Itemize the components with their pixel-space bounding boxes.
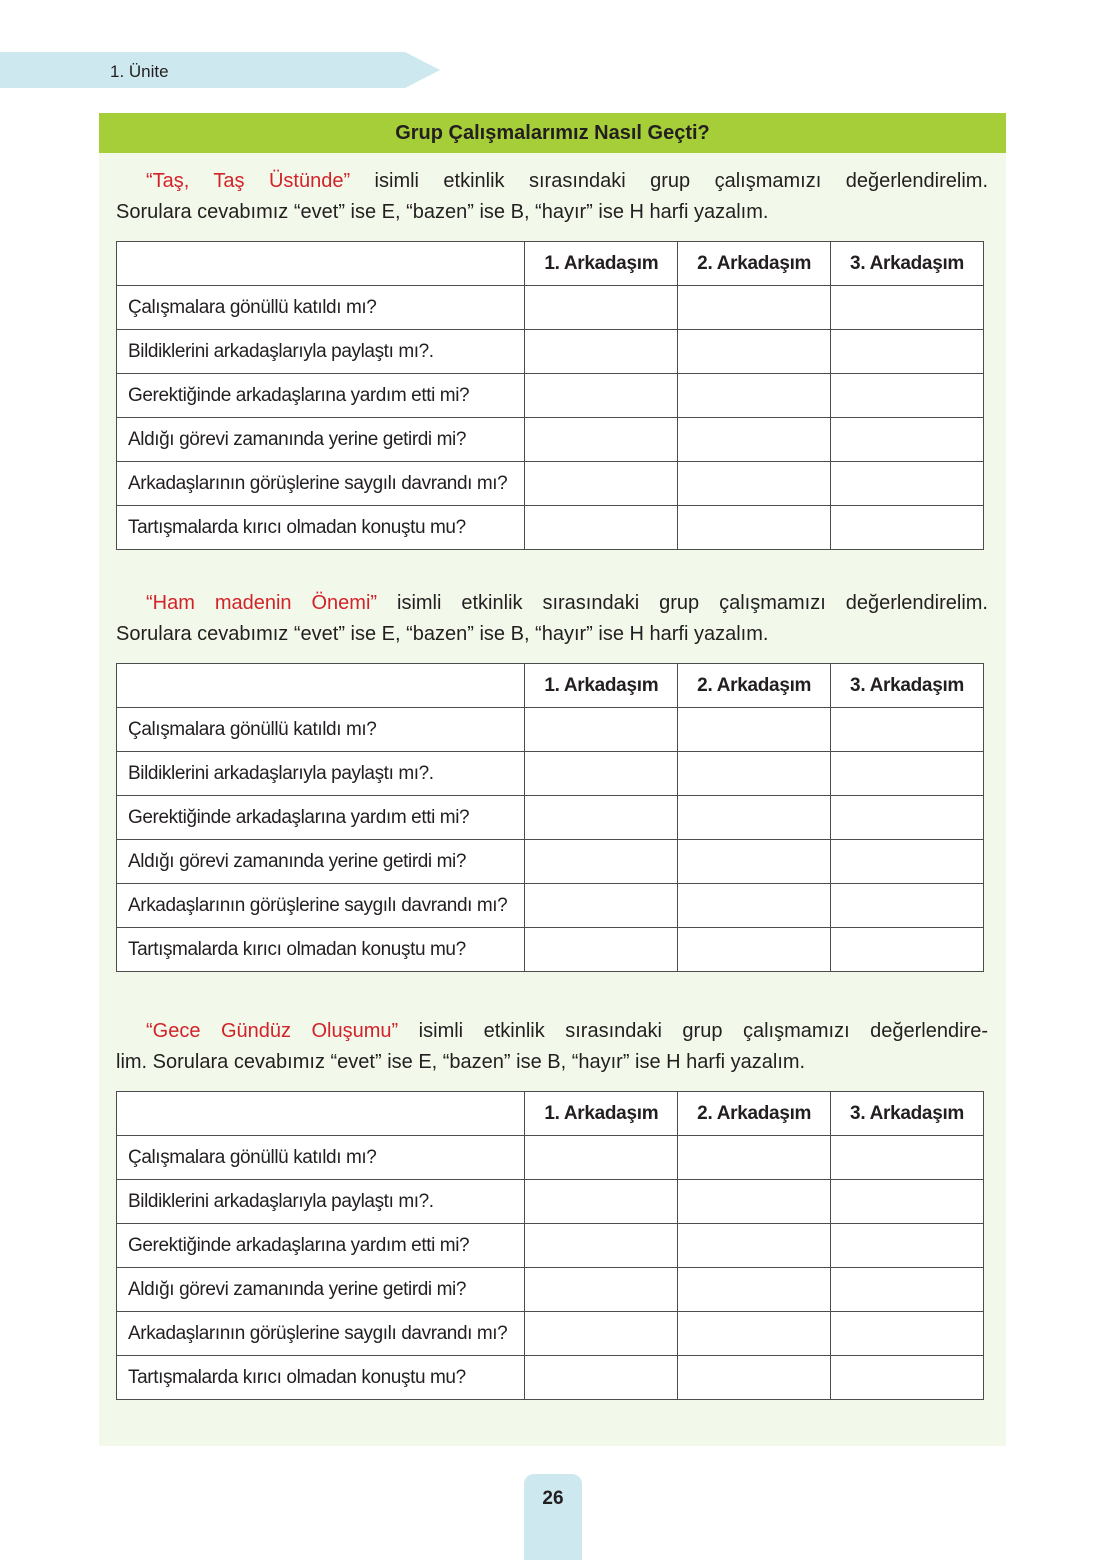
answer-cell[interactable] — [525, 1356, 678, 1400]
question-cell: Aldığı görevi zamanında yerine getirdi mi? — [117, 840, 525, 884]
question-cell: Tartışmalarda kırıcı olmadan konuştu mu? — [117, 928, 525, 972]
column-header: 3. Arkadaşım — [831, 242, 984, 286]
answer-cell[interactable] — [525, 1136, 678, 1180]
answer-cell[interactable] — [525, 330, 678, 374]
question-cell: Tartışmalarda kırıcı olmadan konuştu mu? — [117, 506, 525, 550]
question-cell: Gerektiğinde arkadaşlarına yardım etti mi? — [117, 1224, 525, 1268]
table-row — [117, 418, 984, 462]
answer-cell[interactable] — [525, 928, 678, 972]
column-header: 1. Arkadaşım — [525, 1092, 678, 1136]
answer-cell[interactable] — [525, 796, 678, 840]
corner-cell — [117, 242, 525, 286]
answer-cell[interactable] — [678, 796, 831, 840]
answer-cell[interactable] — [831, 708, 984, 752]
table-row — [117, 1136, 984, 1180]
table-row — [117, 1224, 984, 1268]
question-cell: Gerektiğinde arkadaşlarına yardım etti mi? — [117, 374, 525, 418]
answer-cell[interactable] — [831, 1356, 984, 1400]
intro-1-line2: Sorulara cevabımız “evet” ise E, “bazen” ise B, “hayır” ise H harfi yazalım. — [116, 201, 769, 223]
table-row — [117, 796, 984, 840]
answer-cell[interactable] — [525, 1268, 678, 1312]
column-header: 3. Arkadaşım — [831, 664, 984, 708]
answer-cell[interactable] — [831, 1268, 984, 1312]
answer-cell[interactable] — [678, 1312, 831, 1356]
question-cell: Bildiklerini arkadaşlarıyla paylaştı mı?. — [117, 1180, 525, 1224]
activity-name-3: “Gece Gündüz Oluşumu” — [146, 1020, 399, 1042]
question-cell: Aldığı görevi zamanında yerine getirdi mi? — [117, 1268, 525, 1312]
table-row — [117, 884, 984, 928]
table-row — [117, 840, 984, 884]
answer-cell[interactable] — [678, 418, 831, 462]
answer-cell[interactable] — [831, 1180, 984, 1224]
answer-cell[interactable] — [831, 462, 984, 506]
section-intro-3 — [116, 1016, 988, 1078]
column-header: 3. Arkadaşım — [831, 1092, 984, 1136]
answer-cell[interactable] — [678, 708, 831, 752]
table-row — [117, 286, 984, 330]
corner-cell — [117, 664, 525, 708]
answer-cell[interactable] — [525, 286, 678, 330]
answer-cell[interactable] — [831, 884, 984, 928]
question-cell: Arkadaşlarının görüşlerine saygılı davrandı mı? — [117, 884, 525, 928]
question-cell: Aldığı görevi zamanında yerine getirdi mi? — [117, 418, 525, 462]
unit-label: 1. Ünite — [110, 62, 169, 81]
activity-name-2: “Ham madenin Önemi” — [146, 592, 378, 614]
intro-2-line1: isimli etkinlik sırasındaki grup çalışmamızı değerlendirelim. — [377, 592, 988, 614]
evaluation-table-3 — [116, 1091, 984, 1400]
table-row — [117, 752, 984, 796]
table-header-row — [117, 664, 984, 708]
column-header: 2. Arkadaşım — [678, 1092, 831, 1136]
answer-cell[interactable] — [831, 330, 984, 374]
answer-cell[interactable] — [525, 840, 678, 884]
answer-cell[interactable] — [831, 1312, 984, 1356]
answer-cell[interactable] — [831, 374, 984, 418]
answer-cell[interactable] — [831, 506, 984, 550]
answer-cell[interactable] — [831, 286, 984, 330]
intro-1-line1: isimli etkinlik sırasındaki grup çalışmamızı değerlendirelim. — [350, 170, 988, 192]
question-cell: Bildiklerini arkadaşlarıyla paylaştı mı?. — [117, 330, 525, 374]
page-number-tab — [524, 1474, 582, 1560]
answer-cell[interactable] — [525, 462, 678, 506]
answer-cell[interactable] — [678, 374, 831, 418]
table-header-row — [117, 242, 984, 286]
panel-title: Grup Çalışmalarımız Nasıl Geçti? — [99, 113, 1006, 153]
answer-cell[interactable] — [831, 928, 984, 972]
table-header-row — [117, 1092, 984, 1136]
answer-cell[interactable] — [525, 708, 678, 752]
answer-cell[interactable] — [678, 1356, 831, 1400]
table-row — [117, 1268, 984, 1312]
column-header: 1. Arkadaşım — [525, 242, 678, 286]
table-row — [117, 1180, 984, 1224]
answer-cell[interactable] — [678, 840, 831, 884]
question-cell: Çalışmalara gönüllü katıldı mı? — [117, 286, 525, 330]
answer-cell[interactable] — [831, 418, 984, 462]
answer-cell[interactable] — [678, 462, 831, 506]
table-row — [117, 1356, 984, 1400]
evaluation-table-2 — [116, 663, 984, 972]
answer-cell[interactable] — [678, 1268, 831, 1312]
answer-cell[interactable] — [831, 796, 984, 840]
answer-cell[interactable] — [525, 1180, 678, 1224]
question-cell: Çalışmalara gönüllü katıldı mı? — [117, 1136, 525, 1180]
answer-cell[interactable] — [831, 1136, 984, 1180]
question-cell: Tartışmalarda kırıcı olmadan konuştu mu? — [117, 1356, 525, 1400]
question-cell: Çalışmalara gönüllü katıldı mı? — [117, 708, 525, 752]
answer-cell[interactable] — [525, 752, 678, 796]
answer-cell[interactable] — [678, 1136, 831, 1180]
intro-3-line1: isimli etkinlik sırasındaki grup çalışmamızı değerlendire- — [398, 1020, 988, 1042]
answer-cell[interactable] — [525, 884, 678, 928]
answer-cell[interactable] — [525, 374, 678, 418]
answer-cell[interactable] — [831, 840, 984, 884]
answer-cell[interactable] — [678, 330, 831, 374]
corner-cell — [117, 1092, 525, 1136]
answer-cell[interactable] — [678, 752, 831, 796]
table-row — [117, 928, 984, 972]
table-row — [117, 506, 984, 550]
answer-cell[interactable] — [678, 1180, 831, 1224]
evaluation-table-1 — [116, 241, 984, 550]
answer-cell[interactable] — [678, 286, 831, 330]
answer-cell[interactable] — [525, 1224, 678, 1268]
question-cell: Gerektiğinde arkadaşlarına yardım etti mi? — [117, 796, 525, 840]
answer-cell[interactable] — [678, 884, 831, 928]
answer-cell[interactable] — [831, 1224, 984, 1268]
question-cell: Bildiklerini arkadaşlarıyla paylaştı mı?. — [117, 752, 525, 796]
column-header: 1. Arkadaşım — [525, 664, 678, 708]
section-intro-1 — [116, 166, 988, 228]
column-header: 2. Arkadaşım — [678, 664, 831, 708]
question-cell: Arkadaşlarının görüşlerine saygılı davrandı mı? — [117, 1312, 525, 1356]
table-row — [117, 330, 984, 374]
answer-cell[interactable] — [525, 418, 678, 462]
intro-3-line2: lim. Sorulara cevabımız “evet” ise E, “bazen” ise B, “hayır” ise H harfi yazalım. — [116, 1051, 806, 1073]
answer-cell[interactable] — [525, 1312, 678, 1356]
answer-cell[interactable] — [831, 752, 984, 796]
page-number: 26 — [542, 1488, 564, 1509]
table-row — [117, 374, 984, 418]
table-row — [117, 462, 984, 506]
question-cell: Arkadaşlarının görüşlerine saygılı davrandı mı? — [117, 462, 525, 506]
answer-cell[interactable] — [525, 506, 678, 550]
intro-2-line2: Sorulara cevabımız “evet” ise E, “bazen” ise B, “hayır” ise H harfi yazalım. — [116, 623, 769, 645]
table-row — [117, 1312, 984, 1356]
answer-cell[interactable] — [678, 928, 831, 972]
column-header: 2. Arkadaşım — [678, 242, 831, 286]
activity-name-1: “Taş, Taş Üstünde” — [146, 170, 351, 192]
section-intro-2 — [116, 588, 988, 650]
table-row — [117, 708, 984, 752]
answer-cell[interactable] — [678, 506, 831, 550]
answer-cell[interactable] — [678, 1224, 831, 1268]
unit-banner — [0, 52, 440, 88]
